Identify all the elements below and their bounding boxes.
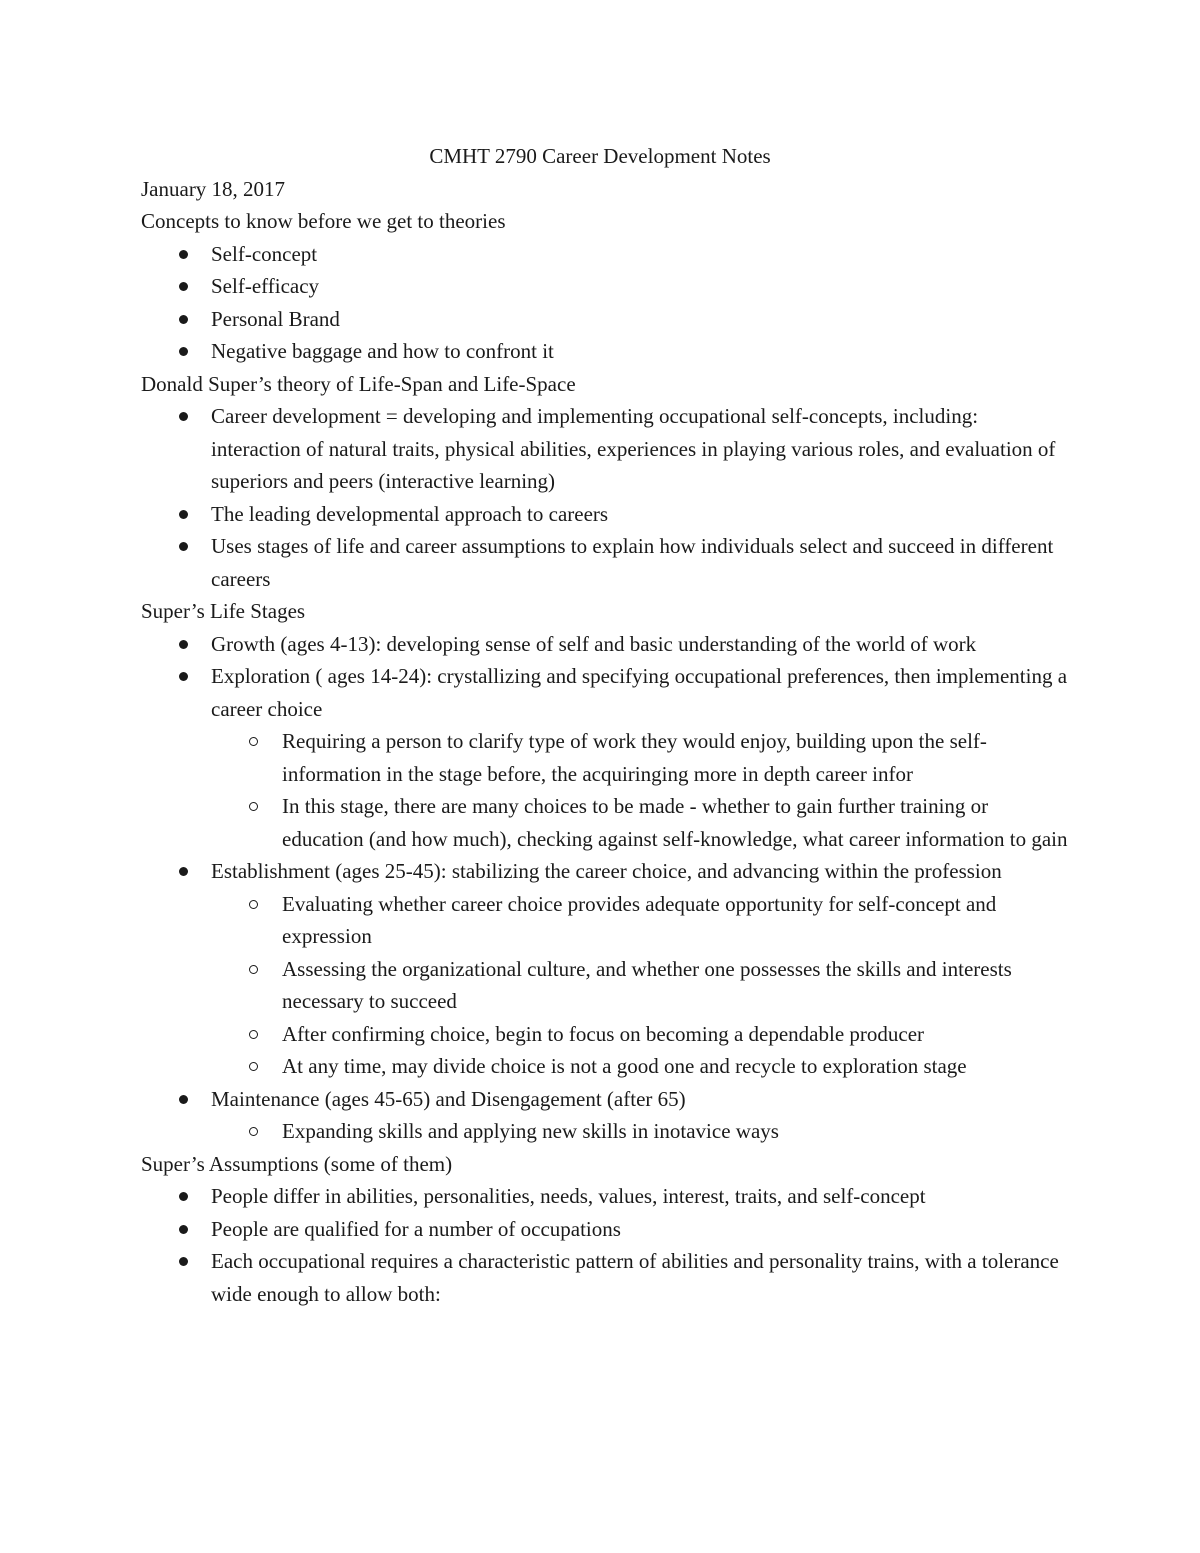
hollow-bullet-icon xyxy=(249,1062,258,1071)
filled-bullet-icon xyxy=(179,315,188,324)
list-item-text: Personal Brand xyxy=(211,306,340,331)
sub-list-item xyxy=(211,725,1071,790)
sub-list-item-text: After confirming choice, begin to focus on becoming a dependable producer xyxy=(282,1021,925,1046)
notes-body xyxy=(141,205,1071,1310)
section-heading: Super’s Life Stages xyxy=(141,599,306,623)
list-item-text: Maintenance (ages 45-65) and Disengagement (after 65) xyxy=(211,1086,686,1111)
sub-list-item xyxy=(211,1050,1071,1083)
list-item xyxy=(141,270,1071,303)
sub-list-item xyxy=(211,953,1071,1018)
hollow-bullet-icon xyxy=(249,802,258,811)
filled-bullet-icon xyxy=(179,347,188,356)
list-item xyxy=(141,303,1071,336)
list-item-text: Career development = developing and implementing occupational self-concepts, including: interaction of natural traits, physical abilities, experiences in playing various roles, and evaluation of superiors and peers (interactive learning) xyxy=(211,404,1056,493)
list-item-text: Each occupational requires a characteristic pattern of abilities and personality trains, with a tolerance wide enough to allow both: xyxy=(211,1249,1059,1306)
list-item-text: People differ in abilities, personalities, needs, values, interest, traits, and self-concept xyxy=(211,1184,926,1208)
list-item xyxy=(141,628,1071,661)
bullet-list xyxy=(141,238,1071,368)
filled-bullet-icon xyxy=(179,412,188,421)
filled-bullet-icon xyxy=(179,672,188,681)
sub-list-item-text: In this stage, there are many choices to be made - whether to gain further training or education (and how much), checking against self-knowledge, what career information to gain xyxy=(282,794,1068,851)
section-heading: Super’s Assumptions (some of them) xyxy=(141,1151,453,1176)
hollow-bullet-icon xyxy=(249,900,258,909)
list-item-text: Growth (ages 4-13): developing sense of self and basic understanding of the world of work xyxy=(211,631,977,656)
sub-list-item xyxy=(211,790,1071,855)
sub-list-item-text: Assessing the organizational culture, and whether one possesses the skills and interests necessary to succeed xyxy=(282,956,1012,1013)
sub-bullet-list xyxy=(211,725,1071,855)
list-item-text: The leading developmental approach to careers xyxy=(211,501,609,526)
list-item-text: Negative baggage and how to confront it xyxy=(211,339,554,363)
filled-bullet-icon xyxy=(179,867,188,876)
hollow-bullet-icon xyxy=(249,1030,258,1039)
list-item-text: Exploration ( ages 14-24): crystallizing and specifying occupational preferences, then implementing a career choice xyxy=(211,664,1068,721)
list-item xyxy=(141,530,1071,595)
section-heading: Concepts to know before we get to theories xyxy=(141,209,506,233)
list-item xyxy=(141,855,1071,1083)
bullet-list xyxy=(141,400,1071,595)
hollow-bullet-icon xyxy=(249,1127,258,1136)
hollow-bullet-icon xyxy=(249,737,258,746)
document-title: CMHT 2790 Career Development Notes xyxy=(429,144,771,168)
list-item xyxy=(141,238,1071,271)
bullet-list xyxy=(141,1180,1071,1310)
filled-bullet-icon xyxy=(179,1257,188,1266)
section-heading: Donald Super’s theory of Life-Span and Life-Space xyxy=(141,371,576,396)
sub-bullet-list xyxy=(211,888,1071,1083)
filled-bullet-icon xyxy=(179,250,188,259)
list-item xyxy=(141,1180,1071,1213)
filled-bullet-icon xyxy=(179,1192,188,1201)
filled-bullet-icon xyxy=(179,1095,188,1104)
filled-bullet-icon xyxy=(179,1225,188,1234)
list-item xyxy=(141,400,1071,498)
list-item xyxy=(141,1245,1071,1310)
sub-list-item xyxy=(211,888,1071,953)
filled-bullet-icon xyxy=(179,282,188,291)
list-item-text: Uses stages of life and career assumptions to explain how individuals select and succeed in different careers xyxy=(211,534,1054,591)
list-item-text: Establishment (ages 25-45): stabilizing the career choice, and advancing within the profession xyxy=(211,859,1002,883)
filled-bullet-icon xyxy=(179,640,188,649)
list-item-text: Self-efficacy xyxy=(211,274,320,298)
list-item-text: People are qualified for a number of occupations xyxy=(211,1216,621,1241)
list-item-text: Self-concept xyxy=(211,241,318,266)
bullet-list xyxy=(141,628,1071,1148)
document-date: January 18, 2017 xyxy=(141,176,286,201)
list-item xyxy=(141,498,1071,531)
filled-bullet-icon xyxy=(179,510,188,519)
filled-bullet-icon xyxy=(179,542,188,551)
list-item xyxy=(141,335,1071,368)
sub-bullet-list xyxy=(211,1115,1071,1148)
sub-list-item-text: Evaluating whether career choice provides adequate opportunity for self-concept and expression xyxy=(282,891,997,948)
list-item xyxy=(141,1213,1071,1246)
document-page xyxy=(141,140,1071,1310)
list-item xyxy=(141,660,1071,855)
sub-list-item-text: At any time, may divide choice is not a good one and recycle to exploration stage xyxy=(282,1054,967,1078)
sub-list-item-text: Expanding skills and applying new skills in inotavice ways xyxy=(282,1119,779,1143)
hollow-bullet-icon xyxy=(249,965,258,974)
sub-list-item-text: Requiring a person to clarify type of work they would enjoy, building upon the self-information in the stage before, the acquiringing more in depth career infor xyxy=(282,729,987,786)
sub-list-item xyxy=(211,1115,1071,1148)
list-item xyxy=(141,1083,1071,1148)
sub-list-item xyxy=(211,1018,1071,1051)
